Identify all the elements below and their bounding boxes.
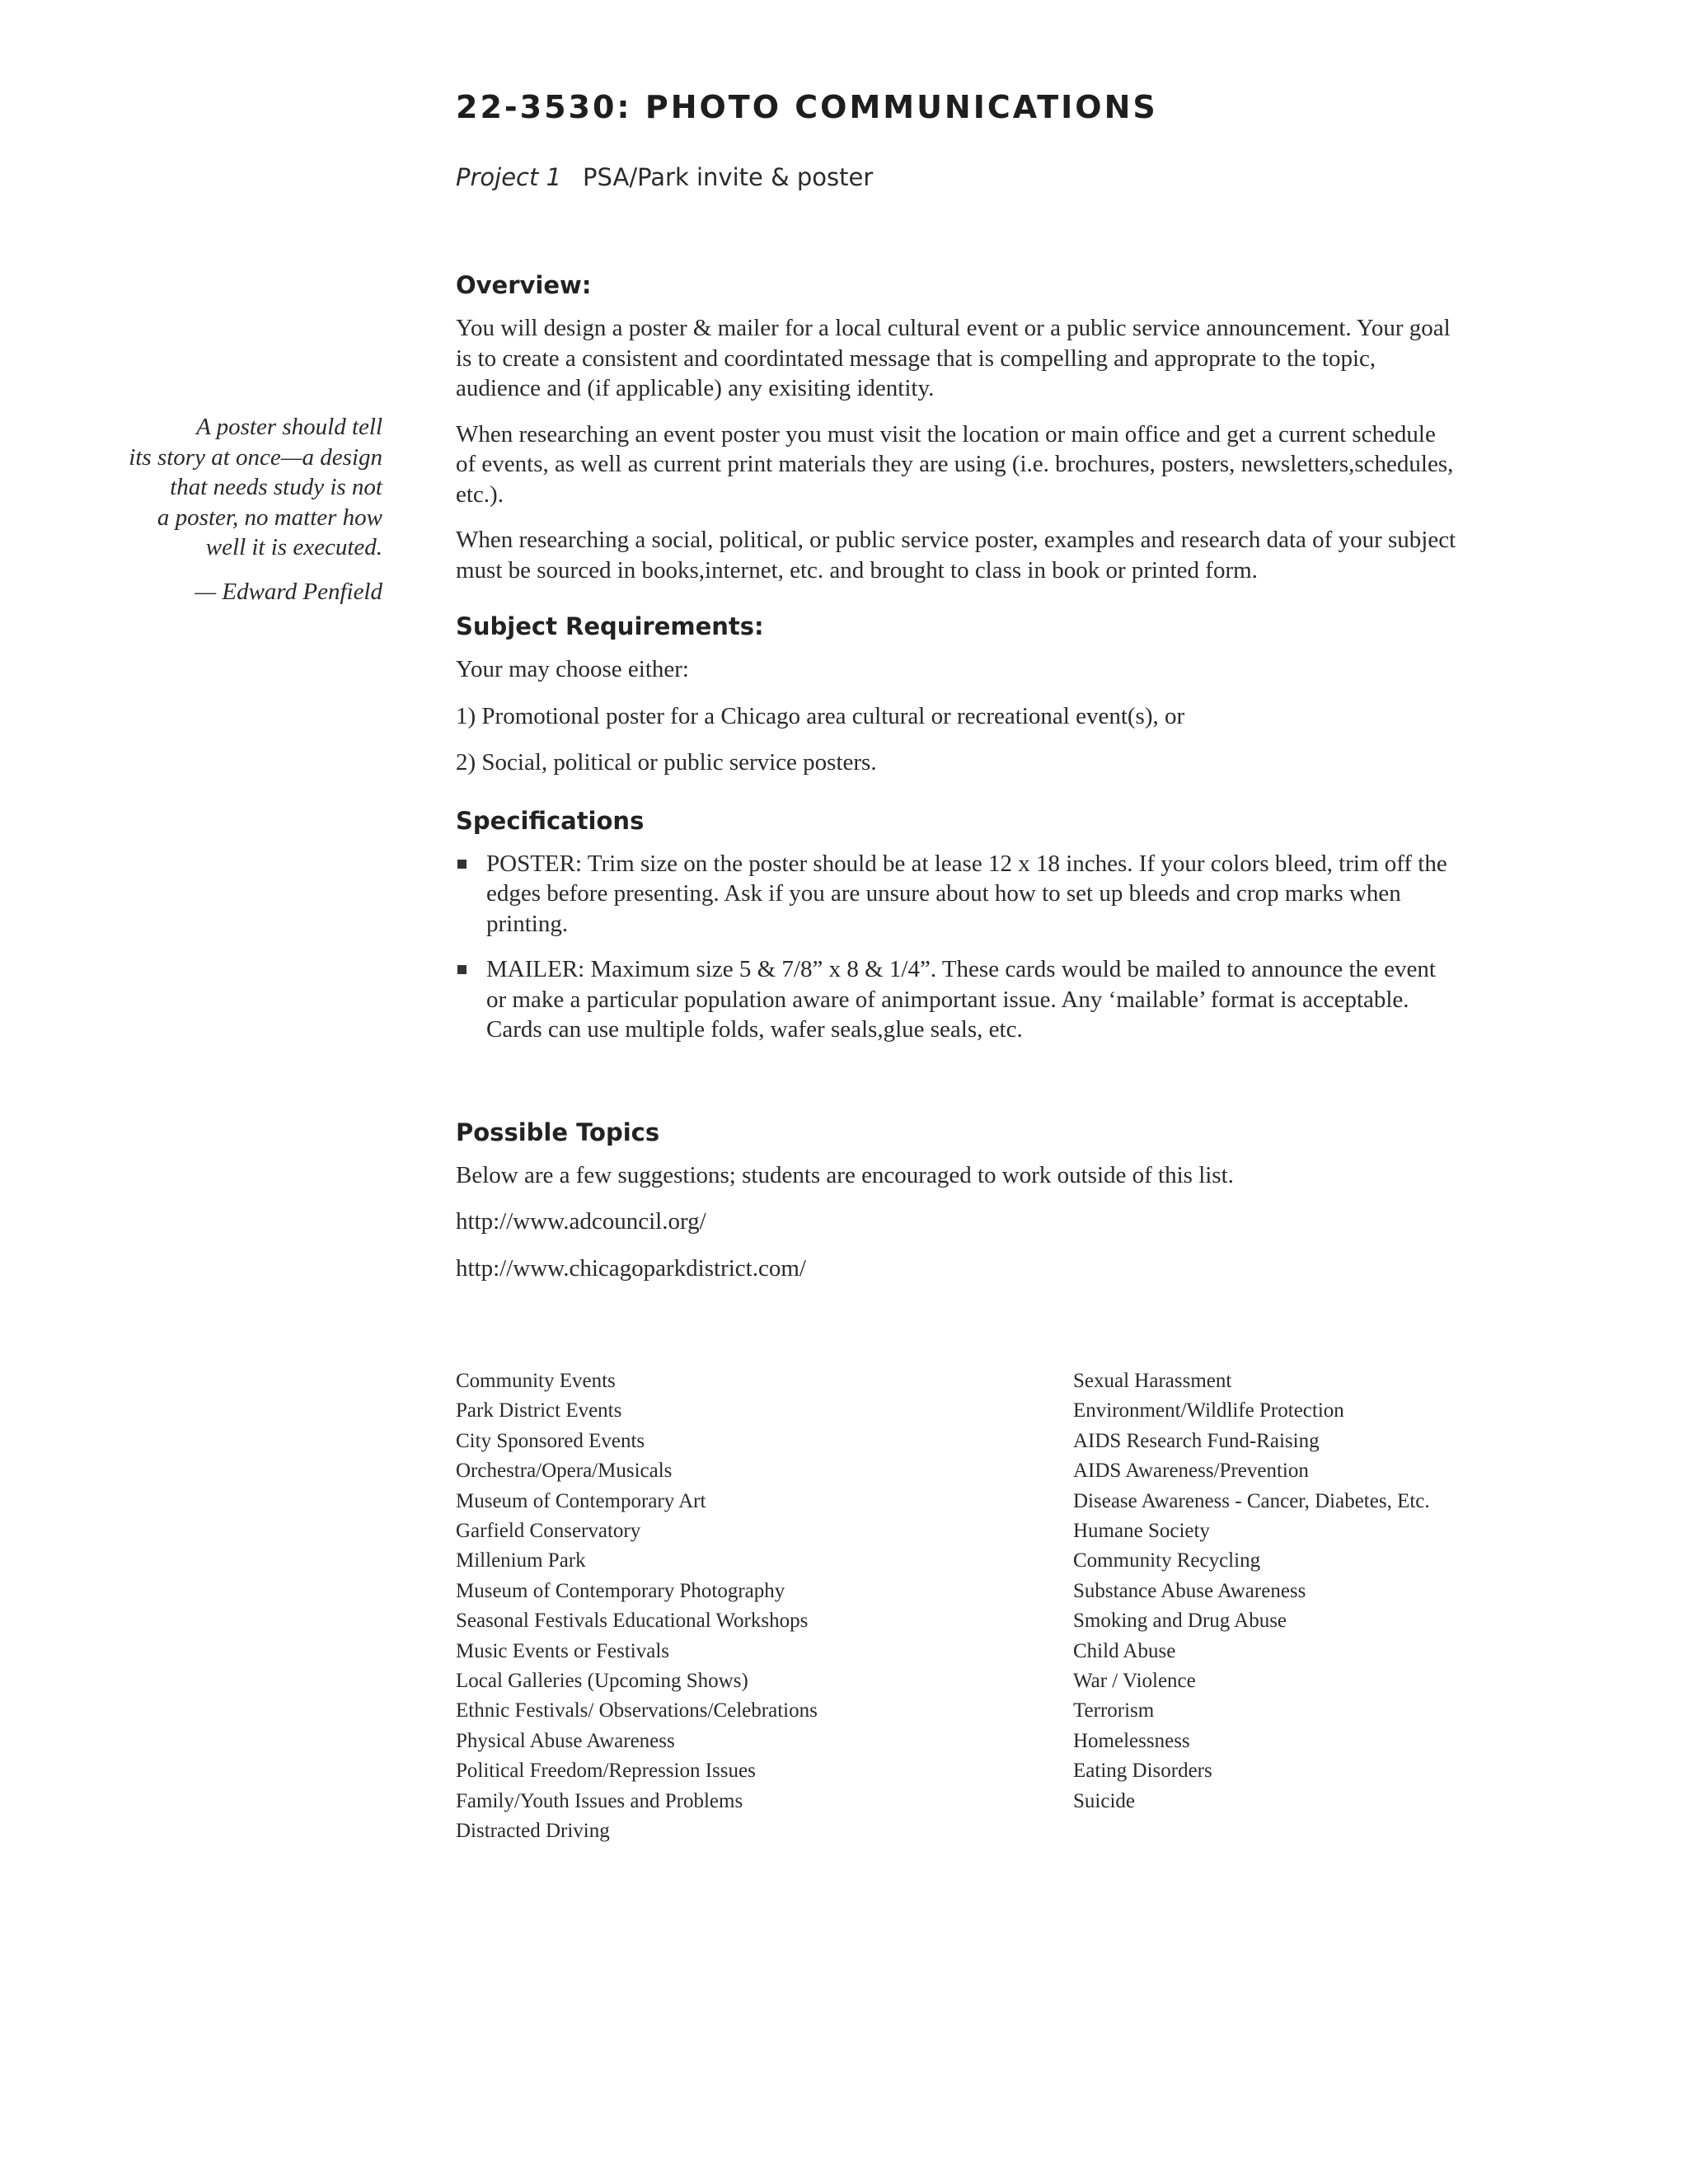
quote-line: well it is executed.	[205, 534, 382, 560]
topics-right-column	[1073, 1366, 1430, 1816]
quote-author: — Edward Penfield	[195, 578, 382, 605]
topic-item: Orchestra/Opera/Musicals	[456, 1460, 673, 1483]
topic-item: Seasonal Festivals Educational Workshops	[456, 1610, 809, 1633]
topic-item: War / Violence	[1073, 1670, 1196, 1693]
overview-paragraph: When researching an event poster you must visit the location or main office and get a current schedule of events, as well as current print materials they are using (i.e. brochures, posters, newsletters,schedules, etc.).	[456, 420, 1454, 508]
topic-item: Environment/Wildlife Protection	[1073, 1399, 1344, 1422]
specifications-list	[456, 849, 1461, 1045]
topic-item: Child Abuse	[1073, 1639, 1176, 1662]
spec-item-poster	[456, 849, 1461, 940]
topics-left-column	[456, 1366, 818, 1847]
subject-intro: Your may choose either:	[456, 656, 689, 682]
topic-item: Disease Awareness - Cancer, Diabetes, Etc.	[1073, 1489, 1430, 1512]
quote-line: its story at once—a design	[129, 443, 382, 471]
square-bullet-icon	[457, 965, 467, 974]
topic-item: Local Galleries (Upcoming Shows)	[456, 1670, 748, 1693]
quote-line: that needs study is not	[170, 474, 382, 500]
topic-item: Sexual Harassment	[1073, 1370, 1232, 1392]
topic-item: AIDS Research Fund-Raising	[1073, 1429, 1320, 1452]
topic-item: Museum of Contemporary Photography	[456, 1579, 785, 1602]
topic-item: Substance Abuse Awareness	[1073, 1579, 1306, 1602]
project-name: PSA/Park invite & poster	[583, 163, 874, 191]
document-title: 22-3530: PHOTO COMMUNICATIONS	[456, 89, 1158, 125]
spec-text: POSTER: Trim size on the poster should be at lease 12 x 18 inches. If your colors bleed, trim off the edges before presenting. Ask if you are unsure about how to set up bleeds and crop marks when printing.	[486, 850, 1447, 937]
specifications-heading: Specifications	[456, 806, 645, 835]
topic-item: Homelessness	[1073, 1729, 1190, 1752]
topic-item: Smoking and Drug Abuse	[1073, 1610, 1287, 1633]
topic-item: Community Events	[456, 1370, 616, 1392]
topics-intro: Below are a few suggestions; students are encouraged to work outside of this list.	[456, 1161, 1234, 1188]
topics-link[interactable]: http://www.chicagoparkdistrict.com/	[456, 1254, 806, 1282]
topic-item: Terrorism	[1073, 1699, 1155, 1722]
project-label: Project 1	[456, 163, 562, 191]
topic-item: Family/Youth Issues and Problems	[456, 1789, 743, 1812]
overview-paragraph: You will design a poster & mailer for a local cultural event or a public service announcement. Your goal is to create a consistent and coordintated message that is compelling and approprate to the topic, audience and (if applicable) any exisiting identity.	[456, 315, 1451, 401]
subject-requirements-heading: Subject Requirements:	[456, 612, 764, 640]
topic-item: Ethnic Festivals/ Observations/Celebrations	[456, 1699, 818, 1722]
topic-item: Museum of Contemporary Art	[456, 1489, 706, 1512]
topic-item: Distracted Driving	[456, 1820, 610, 1843]
topics-link[interactable]: http://www.adcouncil.org/	[456, 1208, 706, 1235]
main-content	[456, 269, 1461, 1283]
project-line	[456, 163, 873, 191]
topic-item: AIDS Awareness/Prevention	[1073, 1460, 1309, 1483]
quote-line: a poster, no matter how	[157, 504, 382, 531]
sidebar-quote	[82, 412, 382, 607]
spec-text: MAILER: Maximum size 5 & 7/8” x 8 & 1/4”. These cards would be mailed to announce the event or make a particular population aware of animportant issue. Any ‘mailable’ format is acceptable. Cards can use multiple folds, wafer seals,glue seals, etc.	[486, 956, 1436, 1043]
overview-paragraph: When researching a social, political, or public service poster, examples and research data of your subject must be sourced in books,internet, etc. and brought to class in book or printed form.	[456, 527, 1456, 583]
subject-option: 1) Promotional poster for a Chicago area cultural or recreational event(s), or	[456, 702, 1185, 729]
topic-item: Humane Society	[1073, 1520, 1210, 1543]
topic-item: Community Recycling	[1073, 1549, 1261, 1572]
topic-item: Eating Disorders	[1073, 1760, 1212, 1783]
subject-option: 2) Social, political or public service posters.	[456, 749, 877, 776]
topic-item: Suicide	[1073, 1789, 1135, 1812]
spec-item-mailer	[456, 954, 1461, 1045]
overview-heading: Overview:	[456, 271, 592, 299]
quote-text	[82, 412, 382, 563]
topic-item: Park District Events	[456, 1399, 622, 1422]
topic-item: Political Freedom/Repression Issues	[456, 1760, 756, 1783]
possible-topics-heading: Possible Topics	[456, 1118, 660, 1146]
square-bullet-icon	[457, 860, 467, 869]
quote-line: A poster should tell	[196, 414, 382, 440]
topic-item: Music Events or Festivals	[456, 1639, 670, 1662]
topic-item: City Sponsored Events	[456, 1429, 645, 1452]
topic-item: Physical Abuse Awareness	[456, 1729, 675, 1752]
topic-item: Garfield Conservatory	[456, 1520, 641, 1543]
topic-item: Millenium Park	[456, 1549, 586, 1572]
